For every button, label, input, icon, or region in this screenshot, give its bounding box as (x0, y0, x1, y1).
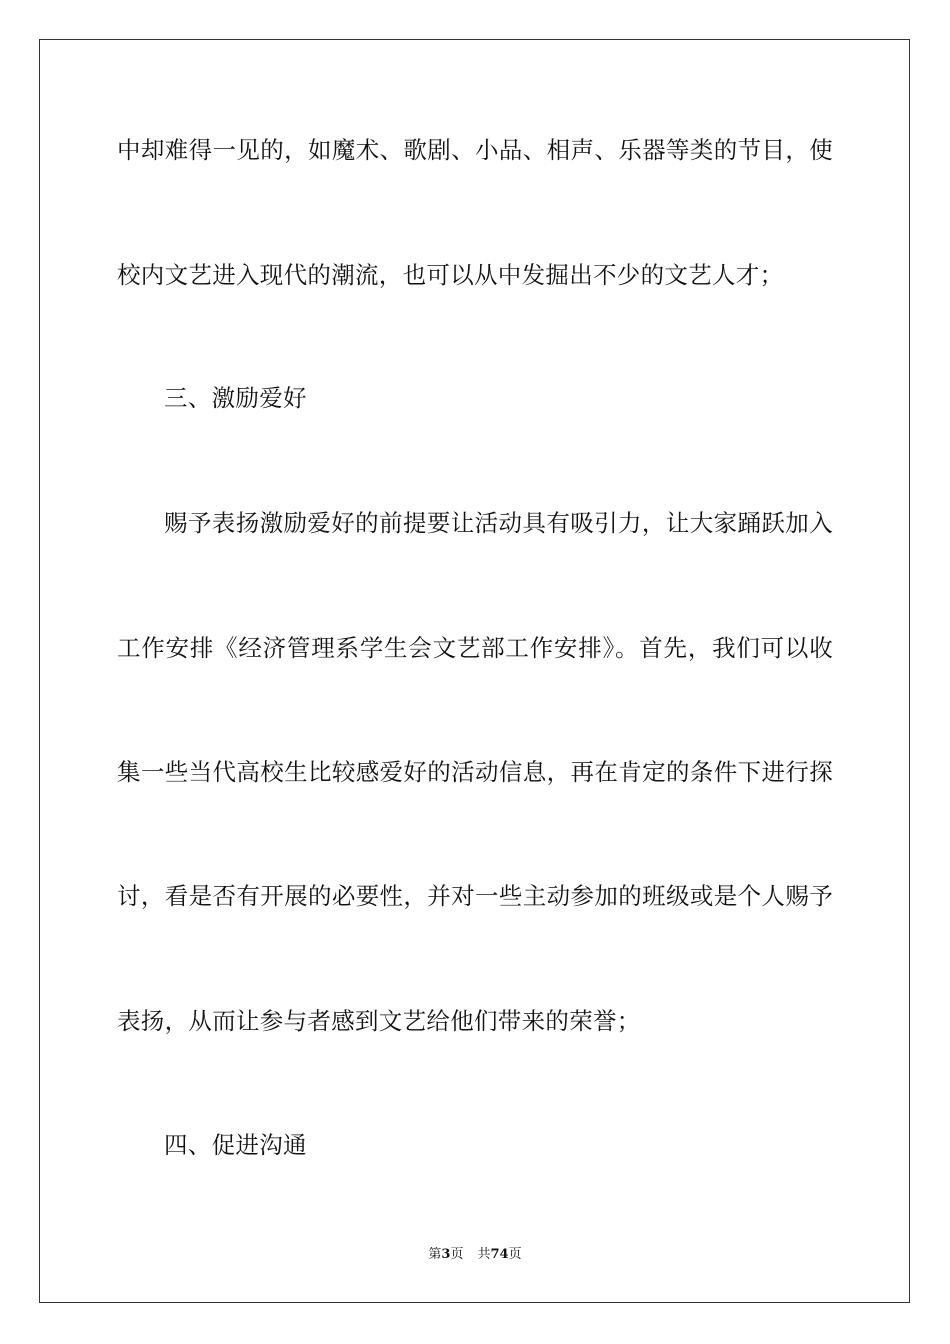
body-line-4: 赐予表扬激励爱好的前提要让活动具有吸引力，让大家踊跃加入 (164, 509, 833, 537)
body-line-5: 工作安排《经济管理系学生会文艺部工作安排》。首先，我们可以收 (117, 634, 833, 662)
total-suffix: 页 (508, 1247, 522, 1262)
body-line-6: 集一些当代高校生比较感爱好的活动信息，再在肯定的条件下进行探 (117, 758, 833, 786)
total-pages: 74 (490, 1247, 509, 1262)
page-footer (0, 1246, 950, 1264)
section-heading-4: 四、促进沟通 (164, 1131, 307, 1159)
page-number: 3 (441, 1247, 451, 1262)
page-prefix: 第 (428, 1247, 442, 1262)
section-heading-3: 三、激励爱好 (164, 384, 307, 412)
total-prefix: 共 (477, 1247, 491, 1262)
body-line-8: 表扬，从而让参与者感到文艺给他们带来的荣誉； (117, 1007, 641, 1035)
page-suffix: 页 (450, 1247, 464, 1262)
body-line-7: 讨，看是否有开展的必要性，并对一些主动参加的班级或是个人赐予 (117, 882, 833, 910)
page-border (39, 39, 910, 1303)
body-line-2: 校内文艺进入现代的潮流，也可以从中发掘出不少的文艺人才； (117, 261, 784, 289)
body-line-1: 中却难得一见的，如魔术、歌剧、小品、相声、乐器等类的节目，使 (117, 136, 833, 164)
